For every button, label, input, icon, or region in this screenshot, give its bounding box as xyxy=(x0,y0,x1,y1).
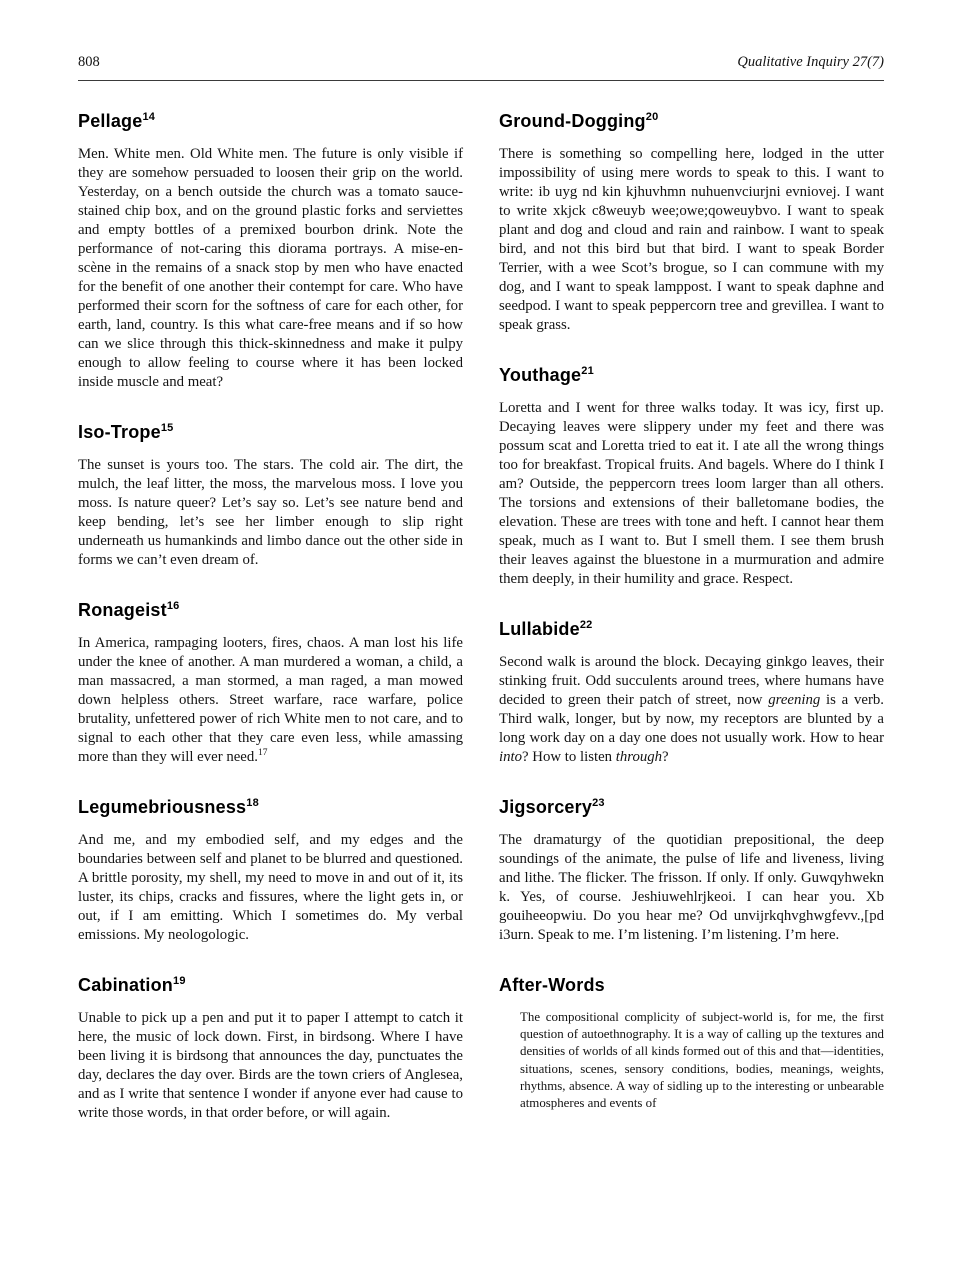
section-title xyxy=(499,365,884,386)
text-run: ? xyxy=(662,749,669,765)
section-title-text: Iso-Trope xyxy=(78,422,161,442)
section-title-text: Cabination xyxy=(78,975,173,995)
text-run: Loretta and I went for three walks today. It was icy, first up. Decaying leaves were slippery under my feet and there was possum scat and Loretta tried to eat it. I ate all the wrong things too for breakfast. Tropical fruits. And bagels. Where do I think I am? Outside, the peppercorn trees loom larger than all others. The torsions and extensions of their balletomane bodies, the elevation. These are trees with tone and heft. I cannot hear them speak, much as I want to. But I smell them. I see them brush their leaves against the bluestone in a murmuration and admire them deeply, in their humility and grace. Respect. xyxy=(499,400,884,587)
text-run: The compositional complicity of subject-world is, for me, the first question of autoethnography. It is a way of calling up the textures and densities of worlds of all kinds formed out of this and that—identities, situations, scenes, sensory conditions, bodies, meanings, weights, rhythms, absence. A way of sidling up to the interesting or unbearable atmospheres and events of xyxy=(520,1010,884,1111)
text-run: There is something so compelling here, lodged in the utter impossibility of using mere words to speak to this. I want to write: ib uyg nd kin kjhuvhmn nuhuenvciurjni evniovej. I want to write xkjck c8weuyb wee;owe;qoweuybvo. I want to speak plant and dog and cloud and rain and rainbow. I want to speak bird, and not this bird but that bird. I want to speak Border Terrier, with a wee Scot’s brogue, so I can commune with my dog, and I want to speak lamppost. I want to speak daphne and seedpod. I want to speak peppercorn tree and grevillea. I want to speak grass. xyxy=(499,146,884,333)
text-run: In America, rampaging looters, fires, chaos. A man lost his life under the knee of another. A man murdered a woman, a child, a man massacred, a man stormed, a man raged, a man mowed down helpless others. Street warfare, race warfare, police brutality, unfettered power of rich White men to not care, and to signal to each other that they care even less, while amassing more than they will ever need. xyxy=(78,635,463,765)
section-title xyxy=(499,111,884,132)
article-section xyxy=(499,619,884,767)
section-endnote-number: 19 xyxy=(173,975,186,987)
section-title-text: Youthage xyxy=(499,365,582,385)
text-run: The sunset is yours too. The stars. The cold air. The dirt, the mulch, the leaf litter, the moss, the marvelous moss. I love you moss. Is nature queer? Let’s say so. Let’s see nature bend and keep bending, let’s see her limber enough to slip right underneath us humankinds and limbo dance out the other side in forms we can’t even dream of. xyxy=(78,457,463,568)
text-run: And me, and my embodied self, and my edges and the boundaries between self and planet to be blurred and questioned. A brittle porosity, my shell, my need to move in and out of it, its luster, its chips, cracks and fissures, where the light gets in, or out, if I am emitting. Which I sometimes do. My verbal emissions. My neologologic. xyxy=(78,832,463,943)
article-section xyxy=(499,365,884,589)
page-number: 808 xyxy=(78,54,100,70)
section-endnote-number: 15 xyxy=(160,422,174,434)
body-paragraph xyxy=(499,399,884,589)
section-title-text: After-Words xyxy=(499,975,605,995)
extract-paragraph xyxy=(520,1009,884,1112)
body-paragraph xyxy=(78,634,463,767)
section-endnote-number: 16 xyxy=(166,600,180,612)
body-paragraph xyxy=(78,456,463,570)
section-title xyxy=(78,422,463,443)
article-section xyxy=(78,797,463,945)
page-header xyxy=(78,54,884,71)
section-title xyxy=(78,975,463,996)
header-rule xyxy=(78,80,884,81)
section-title-text: Pellage xyxy=(78,111,143,131)
section-endnote-number: 14 xyxy=(142,111,156,123)
section-endnote-number: 21 xyxy=(581,365,594,377)
section-title-text: Ronageist xyxy=(78,600,167,620)
article-body xyxy=(78,107,884,1123)
body-paragraph xyxy=(499,831,884,945)
body-paragraph xyxy=(78,145,463,392)
section-endnote-number: 23 xyxy=(592,797,605,809)
section-title xyxy=(78,111,463,132)
emphasized-text: greening xyxy=(768,692,821,708)
section-title xyxy=(78,797,463,818)
section-endnote-number: 18 xyxy=(246,797,259,809)
text-run: ? How to listen xyxy=(522,749,616,765)
section-endnote-number: 20 xyxy=(645,111,659,123)
section-title xyxy=(499,975,884,996)
text-run: The dramaturgy of the quotidian prepositional, the deep soundings of the animate, the pulse of life and liveness, living and lithe. The flicker. The frisson. If only. If only. Guwqyhwekn k. Yes, of course. Jeshiuwehlrjkeoi. I can hear you. Xb gouiheeopwiu. Do you hear me? Od unvijrkqhvghwgfevv.,[pd i3urn. Speak to me. I’m listening. I’m listening. I’m here. xyxy=(499,832,884,943)
body-paragraph xyxy=(499,145,884,335)
article-section xyxy=(499,797,884,945)
text-run: Unable to pick up a pen and put it to paper I attempt to catch it here, the music of lock down. First, in birdsong. Where I have been living it is birdsong that announces the day, punctuates the day, declares the day over. Birds are the town criers of Anglesea, and as I write that sentence I wonder if anyone ever had cause to write those words, in that order before, or will again. xyxy=(78,1010,463,1121)
body-paragraph xyxy=(78,1009,463,1123)
text-run: Second walk is around the block. Decaying ginkgo leaves, their stinking fruit. Odd succulents around trees, where humans have decided to green their patch of street, now xyxy=(499,654,884,708)
section-title xyxy=(78,600,463,621)
emphasized-text: through xyxy=(615,749,663,765)
journal-title: Qualitative Inquiry 27(7) xyxy=(737,54,884,70)
article-section xyxy=(78,111,463,392)
article-section xyxy=(78,975,463,1123)
body-paragraph xyxy=(78,831,463,945)
right-column xyxy=(499,107,884,1123)
footnote-reference: 17 xyxy=(257,748,268,759)
section-title-text: Lullabide xyxy=(499,619,580,639)
section-title xyxy=(499,797,884,818)
text-run: Men. White men. Old White men. The future is only visible if they are somehow persuaded to loosen their grip on the world. Yesterday, on a bench outside the church was a tomato sauce-stained chip box, and on the ground plastic forks and serviettes and empty bottles of a premixed bourbon drink. Note the performance of not-caring this diorama portrays. A mise-en-scène in the remains of a snack stop by men who have enacted for the benefit of one another their contempt for care. Who have performed their scorn for the softness of care for each other, for earth, land, country. Is this what care-free means and if so how can we slice through this thick-skinnedness and make it pulpy enough to allow feeling to course where it has been locked inside muscle and meat? xyxy=(78,146,463,390)
text-run: is a verb. Third walk, longer, but by now, my receptors are blunted by a long work day on a day one does not usually work. How to hear xyxy=(499,692,885,746)
article-section xyxy=(78,600,463,767)
section-title-text: Ground-Dogging xyxy=(499,111,646,131)
section-endnote-number: 22 xyxy=(579,619,593,631)
article-section xyxy=(78,422,463,570)
article-section xyxy=(499,111,884,335)
article-section xyxy=(499,975,884,1112)
section-title-text: Jigsorcery xyxy=(499,797,593,817)
left-column xyxy=(78,107,463,1123)
section-title-text: Legumebriousness xyxy=(78,797,247,817)
body-paragraph xyxy=(499,653,884,767)
section-title xyxy=(499,619,884,640)
emphasized-text: into xyxy=(499,749,523,765)
